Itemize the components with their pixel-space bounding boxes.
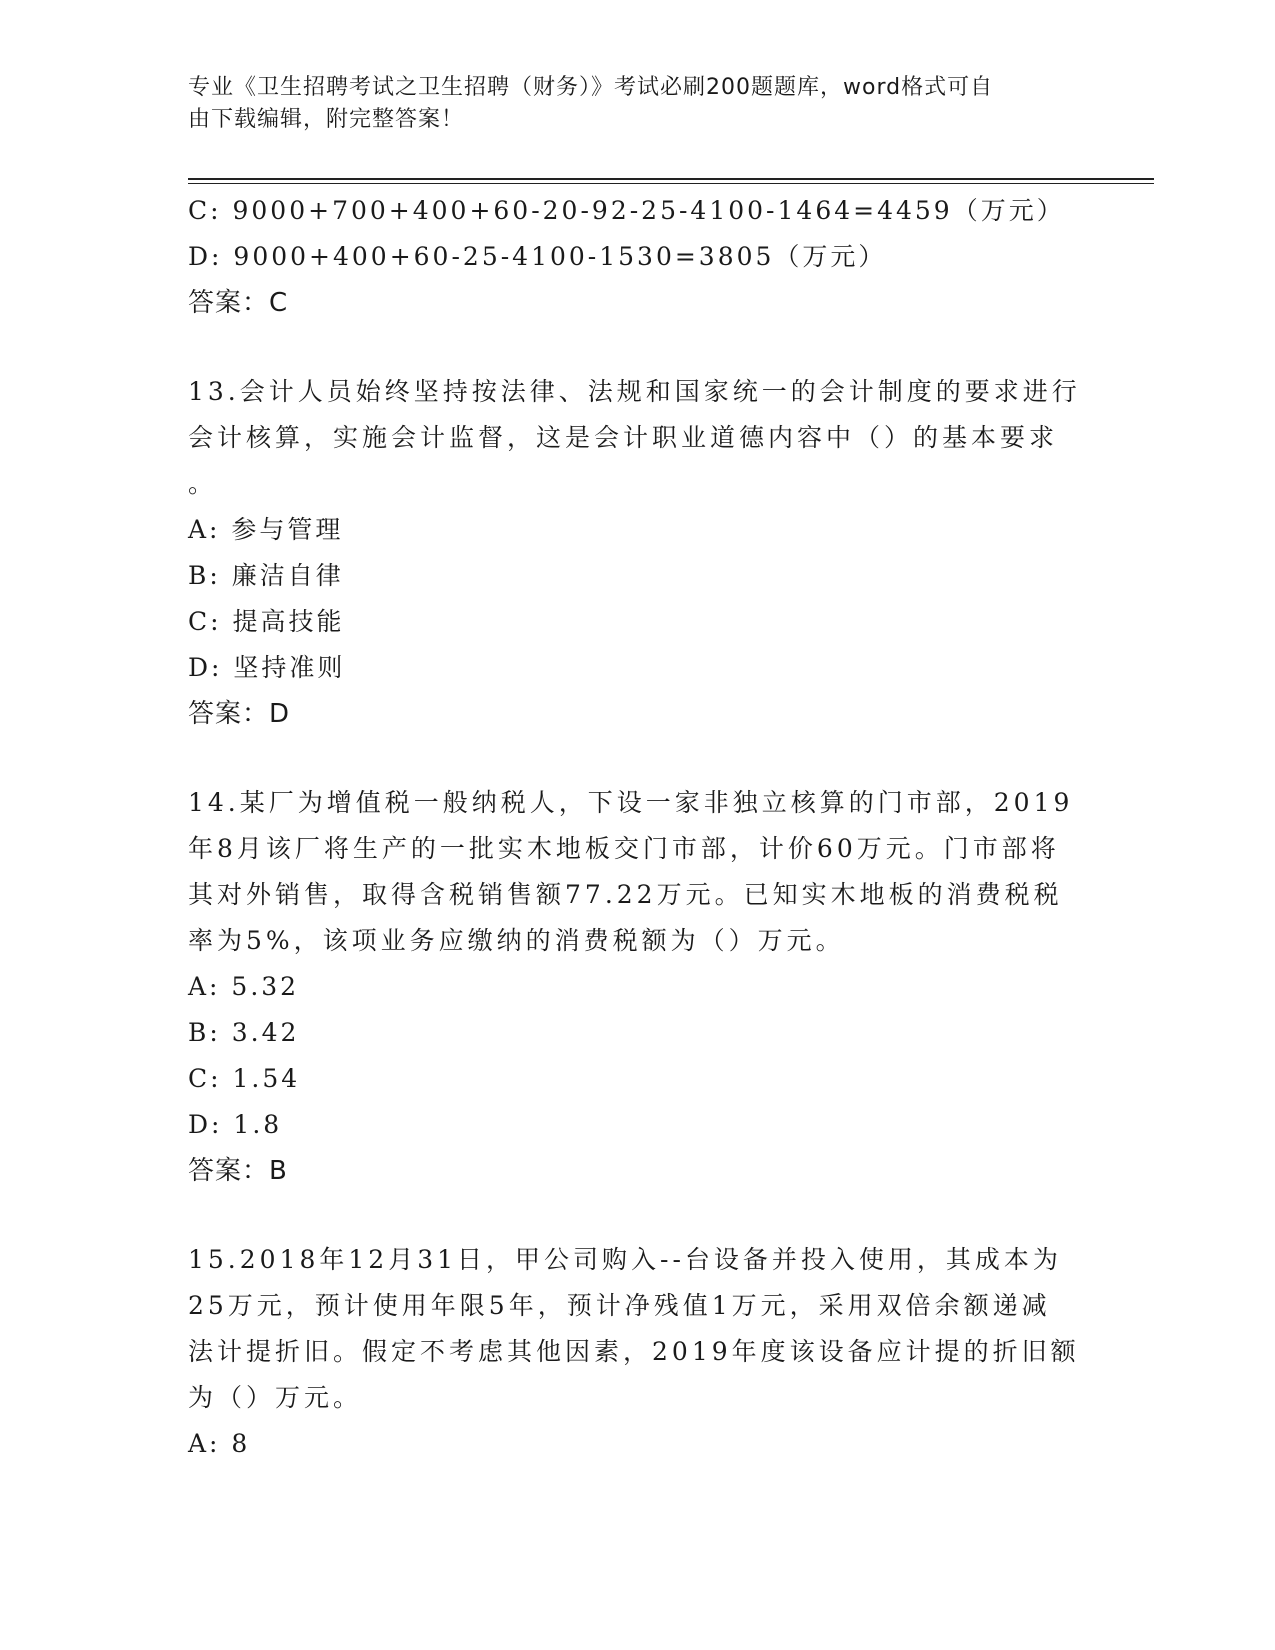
header-divider-thin xyxy=(188,183,1154,184)
q13-answer: 答案：D xyxy=(188,699,291,729)
q15-stem-line: 15.2018年12月31日，甲公司购入--台设备并投入使用，其成本为 xyxy=(188,1245,1062,1274)
q13-option-d: D: 坚持准则 xyxy=(188,653,346,682)
q14-stem-line: 其对外销售，取得含税销售额77.22万元。已知实木地板的消费税税 xyxy=(188,880,1063,909)
header-line-1: 专业《卫生招聘考试之卫生招聘（财务）》考试必刷200题题库，word格式可自 xyxy=(188,75,994,100)
q15-stem xyxy=(188,1237,1080,1421)
q14-stem-line: 率为5%，该项业务应缴纳的消费税额为（）万元。 xyxy=(188,926,845,955)
q14-option-d: D: 1.8 xyxy=(188,1110,283,1139)
q15-stem-line: 为（）万元。 xyxy=(188,1383,363,1412)
q14-stem xyxy=(188,780,1074,964)
q14-option-b: B: 3.42 xyxy=(188,1018,300,1047)
q13-option-a: A: 参与管理 xyxy=(188,515,344,544)
q14-option-a: A: 5.32 xyxy=(188,972,300,1001)
q13-stem-line: 会计核算，实施会计监督，这是会计职业道德内容中（）的基本要求 xyxy=(188,423,1059,452)
q13-stem-line: 。 xyxy=(188,469,218,498)
document-body xyxy=(188,188,1088,1467)
q14-option-c: C: 1.54 xyxy=(188,1064,301,1093)
q14-stem-line: 14.某厂为增值税一般纳税人，下设一家非独立核算的门市部，2019 xyxy=(188,788,1074,817)
q15-stem-line: 25万元，预计使用年限5年，预计净残值1万元，采用双倍余额递减 xyxy=(188,1291,1051,1320)
header-divider-thick xyxy=(188,178,1154,180)
q13-stem xyxy=(188,369,1081,507)
q13-stem-line: 13.会计人员始终坚持按法律、法规和国家统一的会计制度的要求进行 xyxy=(188,377,1081,406)
question-14 xyxy=(188,780,1088,1194)
q12-option-d: D: 9000+400+60-25-4100-1530=3805（万元） xyxy=(188,242,887,271)
q13-option-c: C: 提高技能 xyxy=(188,607,345,636)
header-line-2: 由下载编辑，附完整答案！ xyxy=(188,107,465,132)
question-15 xyxy=(188,1237,1088,1467)
q15-option-a: A: 8 xyxy=(188,1429,251,1458)
document-header xyxy=(188,72,1068,136)
q14-answer: 答案：B xyxy=(188,1156,288,1186)
q14-stem-line: 年8月该厂将生产的一批实木地板交门市部，计价60万元。门市部将 xyxy=(188,834,1060,863)
q13-option-b: B: 廉洁自律 xyxy=(188,561,344,590)
q12-option-c: C: 9000+700+400+60-20-92-25-4100-1464=4459（万元） xyxy=(188,196,1065,225)
question-12-tail xyxy=(188,188,1088,326)
question-13 xyxy=(188,369,1088,737)
q12-answer: 答案：C xyxy=(188,288,289,318)
q15-stem-line: 法计提折旧。假定不考虑其他因素，2019年度该设备应计提的折旧额 xyxy=(188,1337,1080,1366)
